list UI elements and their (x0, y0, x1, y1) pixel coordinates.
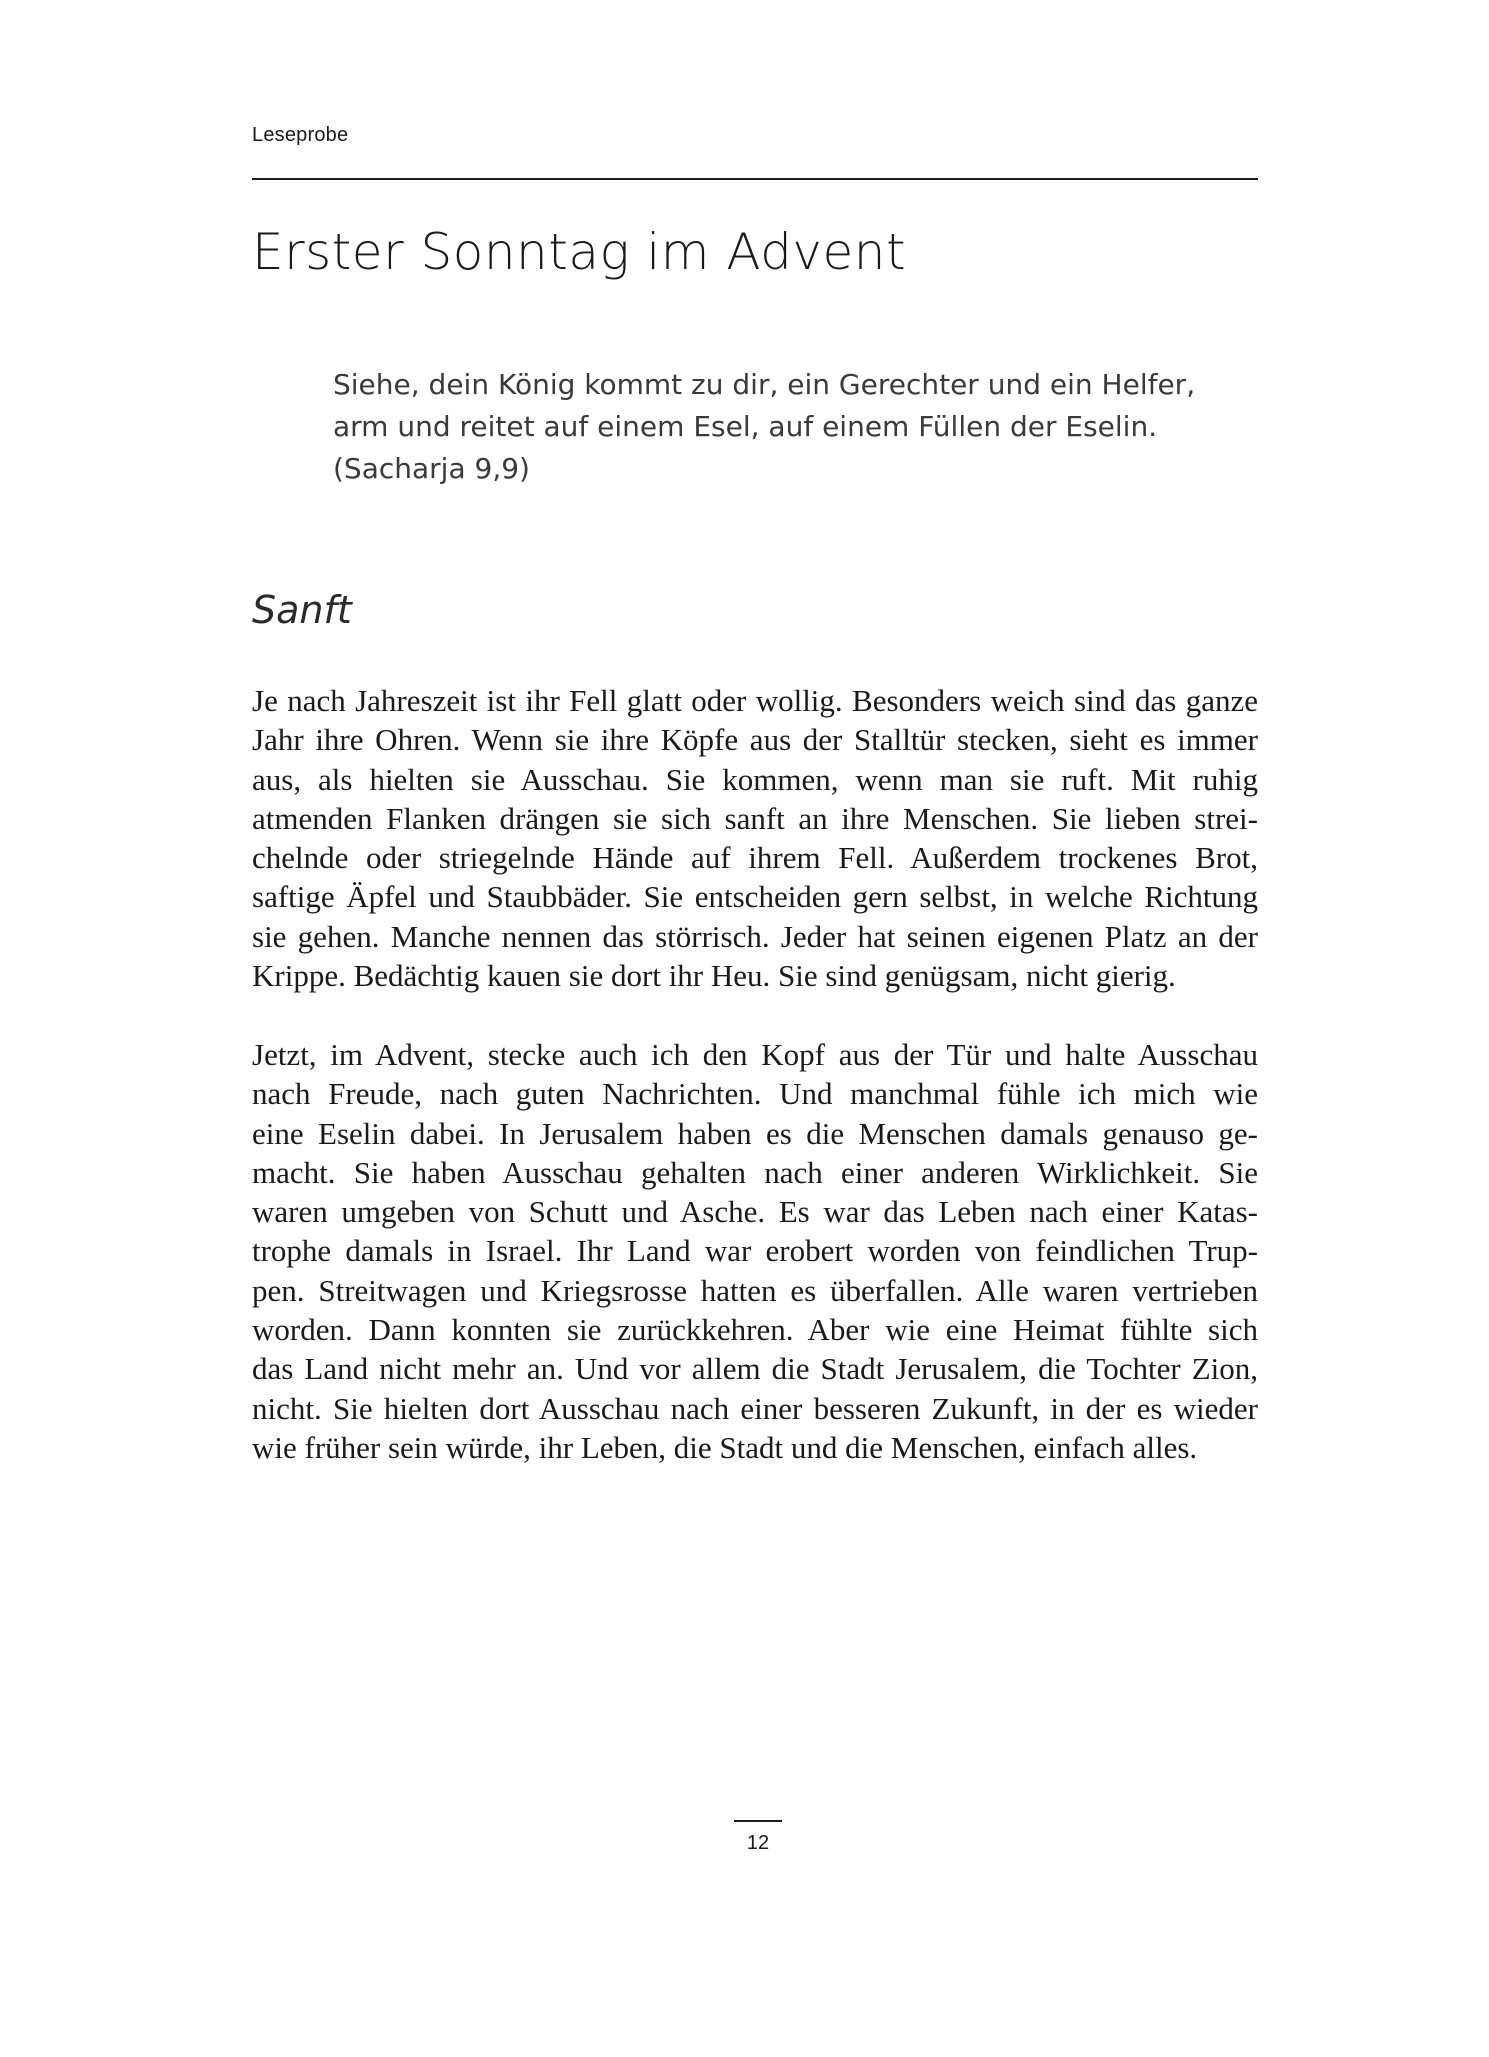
text-line: Je nach Jahreszeit ist ihr Fell glatt oder wollig. Besonders weich sind das ganze (252, 683, 1258, 718)
text-line: Jetzt, im Advent, stecke auch ich den Kopf aus der Tür und halte Ausschau (252, 1037, 1258, 1072)
motto-line: Siehe, dein König kommt zu dir, ein Gerechter und ein Helfer, (333, 368, 1196, 401)
header-rule (252, 178, 1258, 180)
text-line: nicht. Sie hielten dort Ausschau nach einer besseren Zukunft, in der es wieder (252, 1390, 1258, 1426)
page-number-rule (734, 1820, 782, 1822)
text-line: Krippe. Bedächtig kauen sie dort ihr Heu. Sie sind genügsam, nicht gierig. (252, 958, 1176, 994)
text-line: macht. Sie haben Ausschau gehalten nach einer anderen Wirklichkeit. Sie (252, 1154, 1258, 1190)
body-paragraph-2 (252, 1035, 1258, 1467)
text-line: eine Eselin dabei. In Jerusalem haben es die Menschen damals genauso ge- (252, 1115, 1258, 1151)
motto-line: arm und reitet auf einem Esel, auf einem Füllen der Eselin. (333, 410, 1158, 443)
motto-quote (333, 364, 1233, 490)
text-line: das Land nicht mehr an. Und vor allem die Stadt Jerusalem, die Tochter Zion, (252, 1351, 1258, 1387)
text-line: atmenden Flanken drängen sie sich sanft an ihre Menschen. Sie lieben strei- (252, 800, 1258, 836)
text-line: worden. Dann konnten sie zurückkehren. Aber wie eine Heimat fühlte sich (252, 1312, 1258, 1348)
text-line: wie früher sein würde, ihr Leben, die Stadt und die Menschen, einfach alles. (252, 1429, 1198, 1465)
text-line: sie gehen. Manche nennen das störrisch. Jeder hat seinen eigenen Platz an der (252, 918, 1258, 954)
text-line: aus, als hielten sie Ausschau. Sie kommen, wenn man sie ruft. Mit ruhig (252, 761, 1258, 797)
chapter-title: Erster Sonntag im Advent (252, 223, 907, 281)
motto-citation: (Sacharja 9,9) (333, 452, 530, 485)
running-head: Leseprobe (252, 124, 349, 146)
text-line: trophe damals in Israel. Ihr Land war erobert worden von feindlichen Trup- (252, 1233, 1258, 1269)
text-line: pen. Streitwagen und Kriegsrosse hatten es überfallen. Alle waren vertrieben (252, 1272, 1258, 1308)
text-line: saftige Äpfel und Staubbäder. Sie entscheiden gern selbst, in welche Richtung (252, 879, 1258, 915)
page-number: 12 (746, 1832, 770, 1854)
section-title: Sanft (252, 588, 352, 632)
text-line: chelnde oder striegelnde Hände auf ihrem Fell. Außerdem trockenes Brot, (252, 840, 1258, 876)
body-paragraph-1 (252, 681, 1258, 995)
text-line: waren umgeben von Schutt und Asche. Es war das Leben nach einer Katas- (252, 1194, 1258, 1230)
text-line: Jahr ihre Ohren. Wenn sie ihre Köpfe aus der Stalltür stecken, sieht es immer (252, 722, 1258, 758)
text-line: nach Freude, nach guten Nachrichten. Und manchmal fühle ich mich wie (252, 1076, 1258, 1112)
